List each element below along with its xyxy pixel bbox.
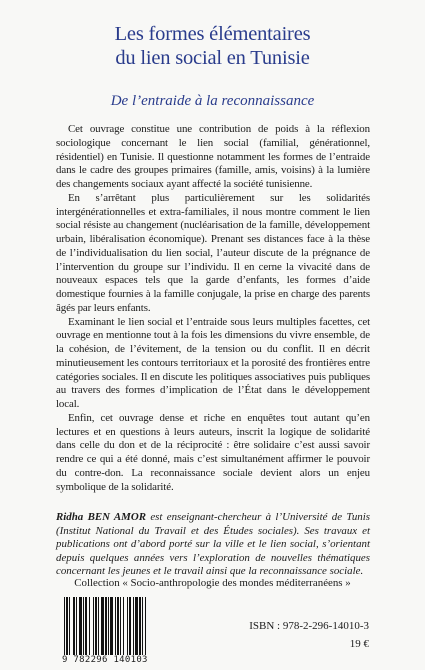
price: 19 € [349,638,369,650]
title-line-1: Les formes élémentaires [114,23,311,45]
barcode-bar [123,597,124,655]
barcode-bar [64,597,65,655]
book-subtitle: De l’entraide à la reconnaissance [110,93,315,109]
barcode-bar [83,597,84,655]
barcode-bar [133,597,134,655]
barcode-bar [139,597,141,655]
barcode-bar [117,597,119,655]
blurb-paragraph: Examinant le lien social et l’entraide sous leurs multiples facettes, cet ouvrage en mentionne tout à la fois les dimensions du vivre ensemble, de la cohésion, de l’évitement, de la tension ou du conflit. Il en décrit minutieusement les contours territoriaux et la porosité des frontières entre catégories sociales. Il en discute les politiques associatives puis publiques au travers des formes d’implication de l’État dans le développement local. [56,315,370,410]
barcode-bar [108,597,109,655]
barcode-bar [76,597,77,655]
barcode-bar [73,597,75,655]
blurb [56,123,370,494]
barcode-bar [85,597,87,655]
barcode-bar [127,597,128,655]
barcode-bar [142,597,143,655]
barcode-bars [62,597,174,655]
book-title [0,22,425,70]
barcode-bar [95,597,97,655]
barcode-bar [66,597,68,655]
collection-name: Collection « Socio-anthropologie des mondes méditerranéens » [74,577,351,589]
author-bio [56,511,370,579]
blurb-paragraph: Enfin, cet ouvrage dense et riche en enquêtes tout autant qu’en lectures et en questions à leurs auteurs, inscrit la logique de solidarité dans celle du don et de la réciprocité : être solidaire c’est aussi savoir rendre ce qui a été donné, mais c’est simultanément affirmer le pouvoir du contre-don. La reconnaissance sociale devient alors un enjeu symbolique de la solidarité. [56,411,370,493]
barcode-bar [145,597,146,655]
barcode-bar [129,597,131,655]
barcode-bar [115,597,116,655]
author-name: Ridha BEN AMOR [56,511,146,523]
barcode-bar [89,597,90,655]
blurb-paragraph: En s’arrêtant plus particulièrement sur les solidarités intergénérationnelles et extra-familiales, il nous montre comment le lien social résiste au changement (nucléarisation de la famille, développement urbain, libéralisation économique). Prenant ses distances face à la thèse de l’individualisation du lien social, l’auteur discute de la prégnance de l’intervention du groupe sur l’individu. Il en cerne la vivacité dans de nouveaux espaces tels que la garde d’enfants, les formes d’aide domestique fournies à la famille conjugale, la prise en charge des parents âgés par leurs enfants. [56,191,370,314]
barcode-bar [120,597,121,655]
barcode-bar [105,597,107,655]
barcode-bar [110,597,113,655]
barcode-bar [98,597,99,655]
isbn: ISBN : 978-2-296-14010-3 [249,620,369,632]
barcode-bar [135,597,138,655]
barcode-digits: 9 782296 140103 [62,655,182,665]
barcode-bar [69,597,70,655]
barcode-bar [101,597,104,655]
title-line-2: du lien social en Tunisie [115,47,310,69]
barcode-bar [93,597,94,655]
barcode-bar [79,597,82,655]
author-bio-text: est enseignant-chercheur à l’Université de Tunis (Institut National du Travail et des Études sociales). Ses travaux et publications ont d’abord porté sur la ville et le lien social, s’orientant depuis quelques années vers l’exploration de nouvelles thématiques concernant les jeunes et le travail ainsi que la reconnaissance sociale. [56,511,371,578]
blurb-paragraph: Cet ouvrage constitue une contribution de poids à la réflexion sociologique concernant le lien social (familial, générationnel, résidentiel) en Tunisie. Il questionne notamment les formes de l’entraide dans le cadre des groupes primaires (famille, amis, voisins) à la lumière des changements sociaux ayant affecté la société tunisienne. [56,123,370,190]
